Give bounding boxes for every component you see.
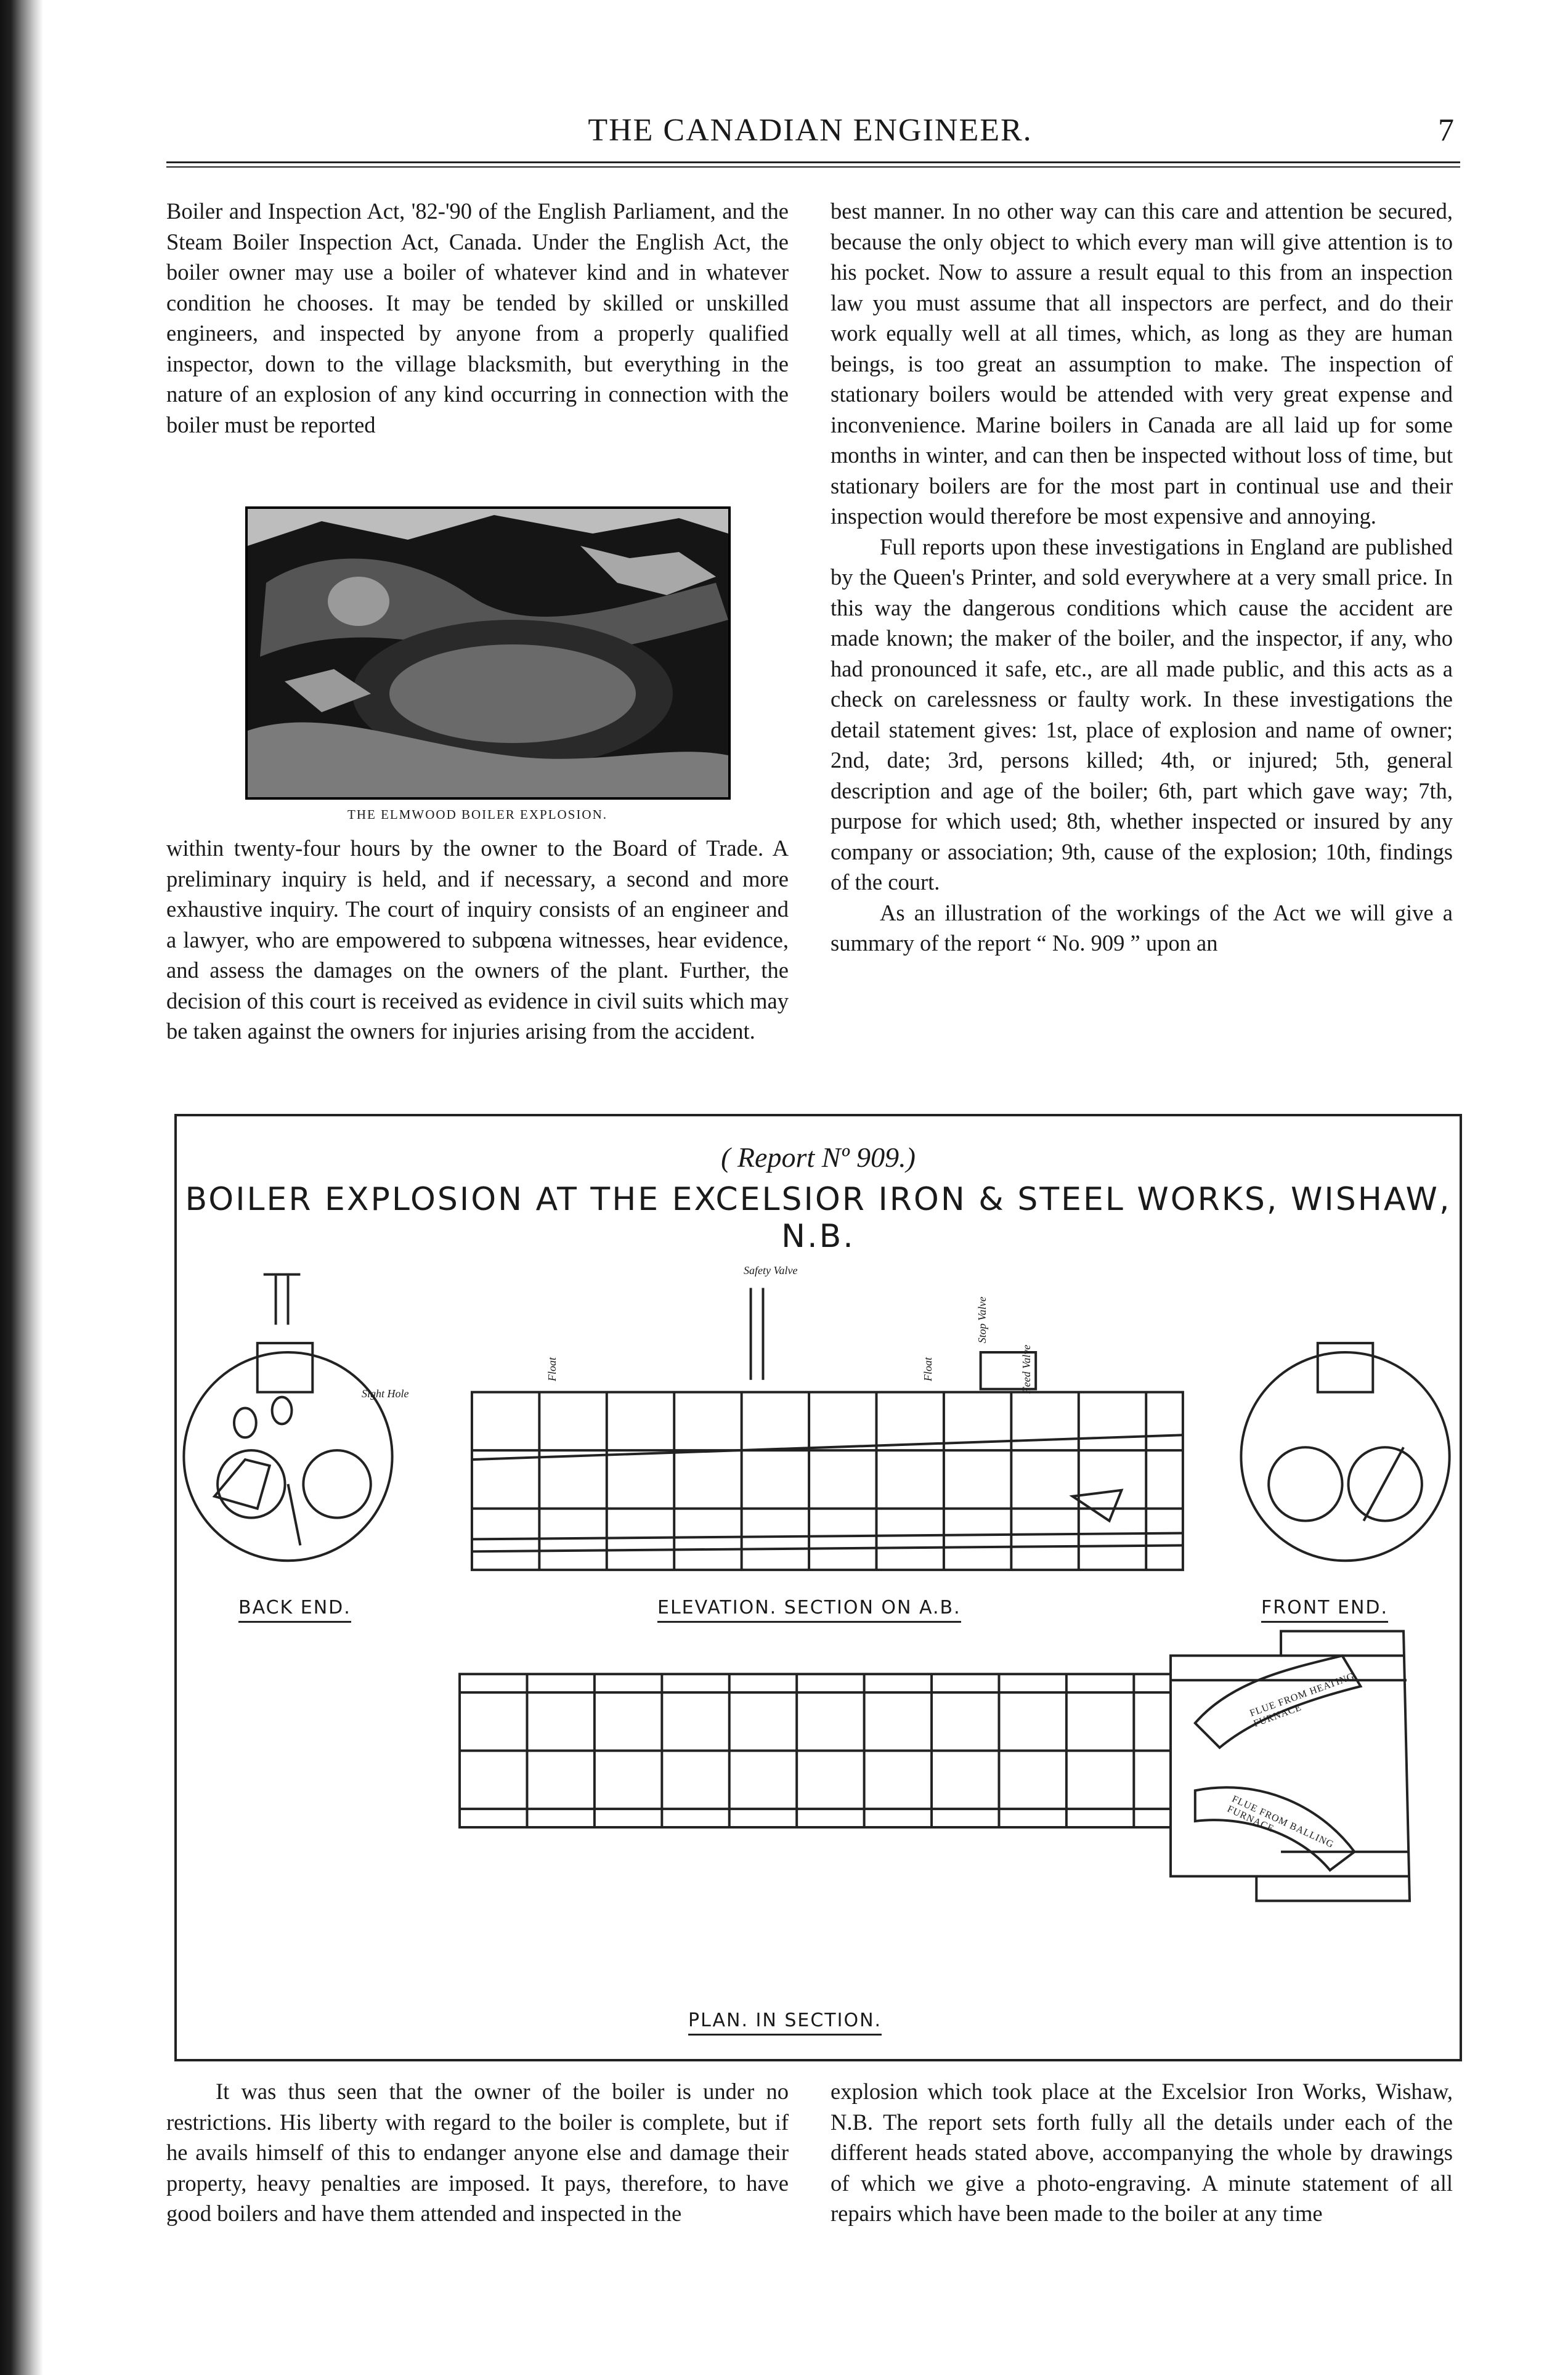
bottom-left-column bbox=[166, 2076, 789, 2229]
paragraph: explosion which took place at the Excelsior Iron Works, Wishaw, N.B. The report sets forth fully all the details under each of the different heads stated above, accompanying the whole by drawings of which we give a photo-engraving. A minute statement of all repairs which have been made to the boiler at any time bbox=[831, 2079, 1453, 2226]
label-feed-valve: Feed Valve bbox=[1020, 1344, 1033, 1394]
bottom-right-column bbox=[831, 2076, 1453, 2229]
boiler-drawings bbox=[177, 1116, 1460, 2059]
scan-edge bbox=[0, 0, 43, 2375]
label-stop-valve: Stop Valve bbox=[976, 1296, 989, 1344]
label-back-end: BACK END. bbox=[238, 1597, 351, 1623]
label-float-2: Float bbox=[922, 1357, 934, 1381]
plan-view bbox=[460, 1631, 1410, 1901]
paragraph: best manner. In no other way can this care and attention be secured, because the only object to which every man will give attention is to his pocket. Now to assure a result equal to this from an inspection law you must assume that all inspectors are perfect, and do their work equally well at all times, which, as long as they are human beings, is too great an assumption to make. The inspection of stationary boilers would be attended with very great expense and inconvenience. Marine boilers in Canada are all laid up for some months in winter, and can then be inspected without loss of time, but stationary boilers are for the most part in continual use and their inspection would therefore be most expensive and annoying. bbox=[831, 198, 1453, 529]
label-sight-hole: Sight Hole bbox=[362, 1387, 409, 1400]
figure-report-number: ( Report Nº 909.) bbox=[721, 1142, 916, 1173]
page-header bbox=[166, 112, 1454, 168]
paragraph: Boiler and Inspection Act, '82-'90 of the English Parliament, and the Steam Boiler Inspection Act, Canada. Under the English Act, the boiler owner may use a boiler of whatever kind and in whatever condition he chooses. It may be tended by skilled or unskilled engineers, and inspected by anyone from a properly qualified inspector, down to the village blacksmith, but everything in the nature of an explosion of any kind occurring in connection with the boiler must be reported bbox=[166, 198, 789, 437]
photo-image bbox=[248, 509, 728, 797]
page-number: 7 bbox=[1438, 113, 1454, 148]
left-column-top bbox=[166, 196, 789, 440]
paragraph: As an illustration of the workings of the Act we will give a summary of the report “ No. 909 ” upon an bbox=[831, 899, 1453, 956]
left-column-bottom bbox=[166, 833, 789, 1047]
elevation-view bbox=[472, 1288, 1183, 1570]
paragraph: within twenty-four hours by the owner to the Board of Trade. A preliminary inquiry is held, and if necessary, a second and more exhaustive inquiry. The court of inquiry consists of an engineer and a lawyer, who are empowered to subpœna witnesses, hear evidence, and assess the damages on the owners of the plant. Further, the decision of this court is received as evidence in civil suits which may be taken against the owners for injuries arising from the accident. bbox=[166, 835, 789, 1044]
paragraph: It was thus seen that the owner of the boiler is under no restrictions. His liberty with regard to the boiler is complete, but if he avails himself of this to endanger anyone else and damage their property, heavy penalties are imposed. It pays, therefore, to have good boilers and have them attended and inspected in the bbox=[166, 2079, 789, 2226]
back-end-view bbox=[184, 1275, 392, 1561]
label-plan: PLAN. IN SECTION. bbox=[688, 2010, 882, 2036]
running-title: THE CANADIAN ENGINEER. bbox=[588, 113, 1033, 148]
photo-caption: THE ELMWOOD BOILER EXPLOSION. bbox=[347, 807, 607, 822]
right-column bbox=[831, 196, 1453, 959]
front-end-view bbox=[1241, 1343, 1449, 1561]
boiler-drawing-figure bbox=[174, 1114, 1462, 2061]
figure-title: BOILER EXPLOSION AT THE EXCELSIOR IRON & STEEL WORKS, WISHAW, N.B. bbox=[185, 1181, 1452, 1255]
label-front-end: FRONT END. bbox=[1261, 1597, 1388, 1623]
paragraph: Full reports upon these investigations in England are published by the Queen's Printer, and sold everywhere at a very small price. In this way the dangerous conditions which cause the accident are made known; the maker of the boiler, and the inspector, if any, who had pronounced it safe, etc., are all made public, and this acts as a check on carelessness or faulty work. In these investigations the detail statement gives: 1st, place of explosion and name of owner; 2nd, date; 3rd, persons killed; 4th, or injured; 5th, general description and age of the boiler; 6th, part which gave way; 7th, purpose for which used; 8th, whether inspected or insured by any company or association; 9th, cause of the explosion; 10th, findings of the court. bbox=[831, 534, 1453, 895]
label-elevation: ELEVATION. SECTION ON A.B. bbox=[657, 1597, 961, 1623]
label-flue-balling: FLUE FROM BALLING FURNACE bbox=[1225, 1793, 1336, 1851]
label-flue-heating: FLUE FROM HEATING FURNACE bbox=[1248, 1671, 1356, 1729]
header-rule-double bbox=[166, 166, 1460, 168]
label-safety-valve: Safety Valve bbox=[744, 1264, 798, 1277]
label-float-1: Float bbox=[546, 1357, 558, 1381]
boiler-explosion-photo bbox=[245, 506, 731, 800]
header-rule bbox=[166, 161, 1460, 163]
